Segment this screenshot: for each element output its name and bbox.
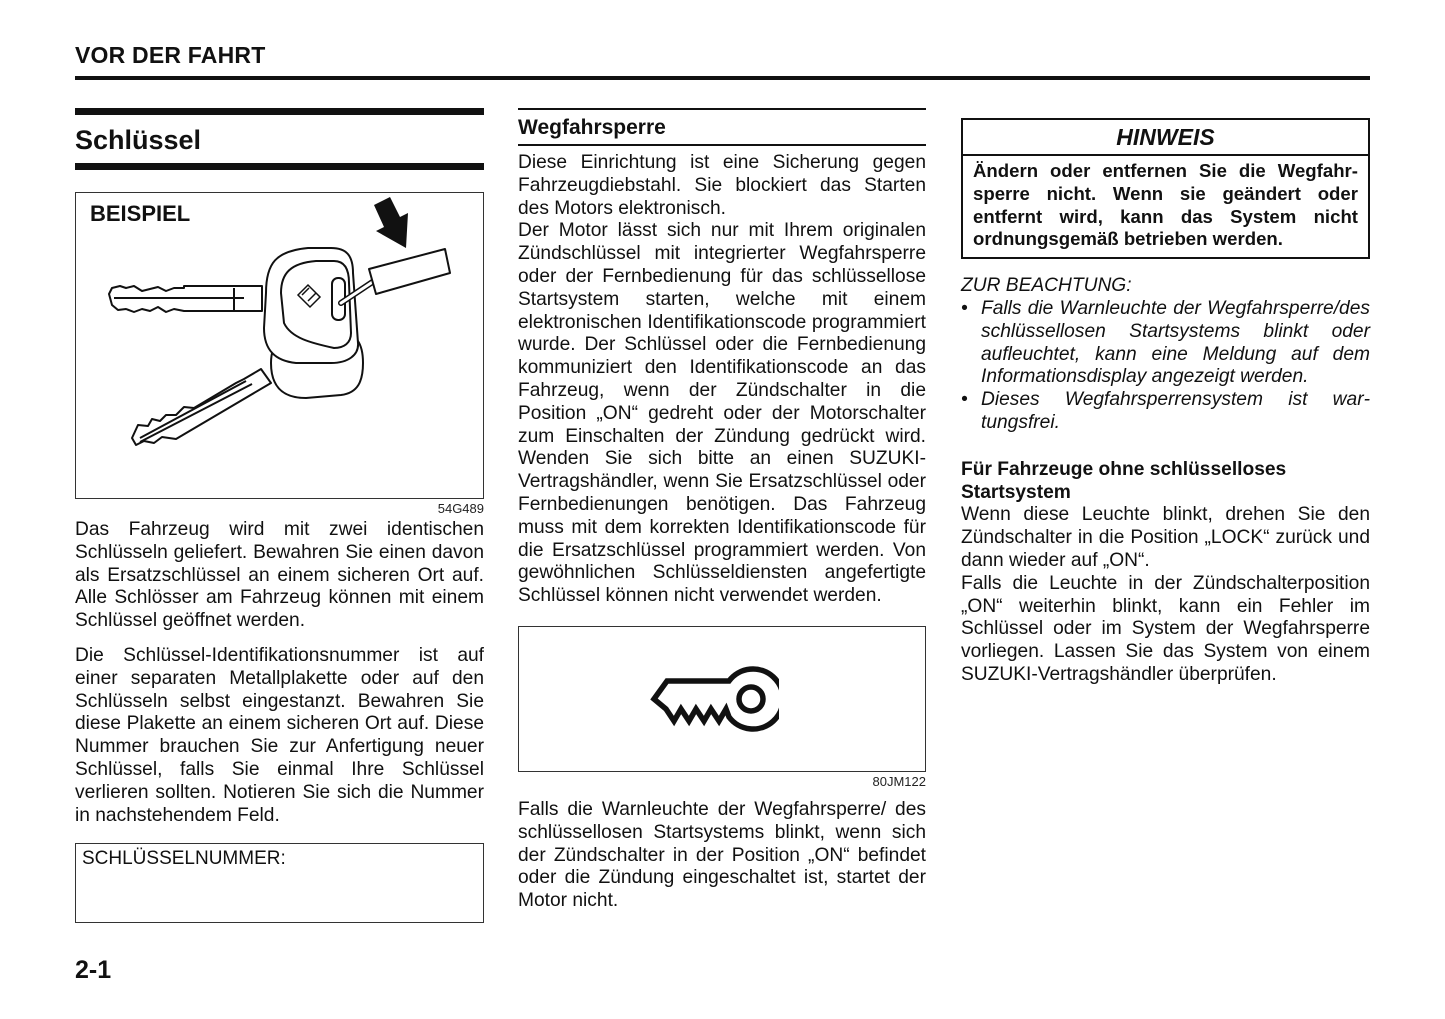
- figure-keys: [75, 192, 484, 499]
- immobilizer-key-warning-icon: [649, 659, 779, 739]
- note-bullet: [961, 389, 1370, 435]
- note-bullet-text: Falls die Warnleuchte der Wegfahrsperre/des schlüssellosen Startsystems blinkt oder aufleuchtet, kann eine Meldung auf dem Informationsdisplay angezeigt werden.: [981, 297, 1370, 388]
- figure-immobilizer-indicator: [518, 626, 926, 772]
- figure-code: 54G489: [437, 501, 484, 516]
- section-title-keys: Schlüssel: [75, 125, 202, 155]
- paragraph-warning-light: Falls die Warnleuchte der Wegfahrsperre/ des schlüssellosen Startsystems blinkt, wenn sich der Zündschalter in der Position „ON“ befindet oder die Zündung eingeschaltet ist, startet der Motor nicht.: [518, 798, 926, 912]
- section-title-immobilizer: Wegfahrsperre: [518, 116, 666, 139]
- note-bullet-text: Dieses Wegfahrsperrensystem ist wartungsfrei.: [981, 389, 1370, 433]
- note-bullet: [961, 298, 1370, 389]
- note-section: [961, 275, 1370, 435]
- page-number: 2-1: [75, 956, 112, 984]
- bullet-icon: •: [961, 297, 968, 319]
- note-heading: ZUR BEACHTUNG:: [961, 275, 1132, 297]
- column-notes: [961, 118, 1370, 687]
- figure-code: 80JM122: [872, 773, 926, 789]
- paragraph-immobilizer-detail: Der Motor lässt sich nur mit Ihrem originalen Zündschlüssel mit integrierter Wegfahrsperre oder der Fernbedienung für das schlüssellose Startsystem starten, welche mit einem elektronischen Identifikationscode programmiert wurde. Der Schlüssel oder die Fernbedienung kommuniziert den Identifikationscode an das Fahrzeug, wenn der Zündschalter in die Position „ON“ gedreht oder der Motorschalter zum Einschalten der Zündung gedrückt wird. Wenden Sie sich bitte an einen SUZUKI-Vertragshändler, wenn Sie Ersatzschlüssel oder Fernbedienungen benötigen. Das Fahrzeug muss mit dem korrekten Identifikationscode für die Ersatzschlüssel programmiert werden. Von gewöhnlichen Schlüsseldiensten angefertigte Schlüssel können nicht verwendet werden.: [518, 220, 926, 607]
- paragraph-lock-on: Wenn diese Leuchte blinkt, drehen Sie den Zündschalter in die Position „LOCK“ zurück und dann wieder auf „ON“.: [961, 504, 1370, 571]
- arrow-down-icon: [374, 197, 408, 248]
- subsection-rule-bottom: [518, 144, 926, 146]
- figure-label: BEISPIEL: [90, 201, 191, 226]
- notice-text: Ändern oder entfernen Sie die Wegfahrsperre nicht. Wenn sie geändert oder entfernt wird, kann das System nicht ordnungsgemäß betrieben werden.: [973, 160, 1358, 250]
- running-header: VOR DER FAHRT: [75, 42, 266, 68]
- subsection-title-no-keyless: Für Fahrzeuge ohne schlüsselloses Startsystem: [961, 458, 1287, 503]
- section-rule-bottom: [75, 163, 484, 170]
- header-rule: [75, 76, 1370, 80]
- paragraph-key-number: Die Schlüssel-Identifikationsnummer ist auf einer separaten Metallplakette oder auf den Schlüsseln selbst eingestanzt. Bewahren Sie diese Plakette an einem sicheren Ort auf. Diese Nummer brauchen Sie zur Anfertigung neuer Schlüssel, falls Sie einmal Ihre Schlüssel verlieren sollten. Notieren Sie sich die Nummer in nachstehendem Feld.: [75, 644, 484, 826]
- paragraph-keys-intro: Das Fahrzeug wird mit zwei identischen Schlüsseln geliefert. Bewahren Sie einen davon als Ersatzschlüssel an einem sicheren Ort auf. Alle Schlösser am Fahrzeug können mit einem Schlüssel geöffnet werden.: [75, 519, 484, 632]
- notice-heading: HINWEIS: [963, 120, 1368, 156]
- paragraph-check-dealer: Falls die Leuchte in der Zündschalterposition „ON“ weiterhin blinkt, kann ein Fehler im Schlüssel oder im System der Wegfahrsperre vorliegen. Lassen Sie das System von einem SUZUKI-Vertragshändler überprüfen.: [961, 572, 1370, 685]
- key-number-label: SCHLÜSSELNUMMER:: [82, 848, 286, 870]
- key-number-field[interactable]: [75, 843, 484, 923]
- column-keys: [75, 108, 484, 923]
- section-rule-top: [75, 108, 484, 115]
- bullet-icon: •: [961, 389, 968, 411]
- column-immobilizer: [518, 108, 926, 913]
- paragraph-immobilizer-intro: Diese Einrichtung ist eine Sicherung gegen Fahrzeugdiebstahl. Sie blockiert das Starten des Motors elektronisch.: [518, 152, 926, 219]
- notice-box: [961, 118, 1370, 259]
- ignition-keys-illustration: [76, 193, 482, 497]
